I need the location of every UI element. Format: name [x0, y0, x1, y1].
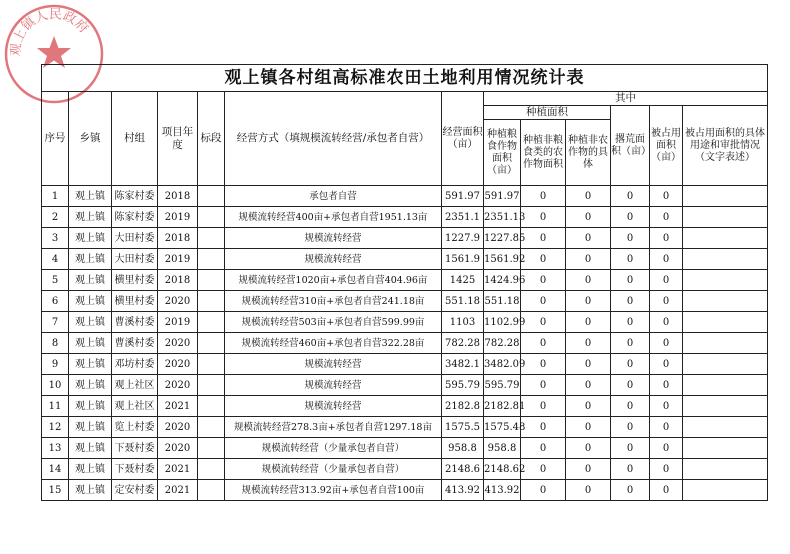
cell-area: 2148.6	[442, 459, 484, 480]
cell-nongrain-specific: 0	[566, 354, 611, 375]
statistics-sheet	[41, 64, 767, 496]
cell-occupied: 0	[650, 186, 683, 207]
cell-section	[198, 207, 225, 228]
cell-fallow: 0	[611, 438, 650, 459]
cell-village: 陈家村委	[112, 186, 158, 207]
table-row	[42, 186, 768, 207]
cell-nongrain-crop: 0	[521, 417, 566, 438]
cell-section	[198, 333, 225, 354]
cell-nongrain-specific: 0	[566, 186, 611, 207]
cell-nongrain-specific: 0	[566, 480, 611, 501]
table-row	[42, 354, 768, 375]
cell-section	[198, 396, 225, 417]
cell-year: 2020	[158, 438, 198, 459]
cell-grain: 3482.09	[484, 354, 521, 375]
cell-occupied-use	[683, 186, 768, 207]
cell-occupied: 0	[650, 459, 683, 480]
cell-seq: 2	[42, 207, 69, 228]
cell-area: 1103	[442, 312, 484, 333]
cell-town: 观上镇	[69, 417, 112, 438]
cell-section	[198, 459, 225, 480]
cell-section	[198, 480, 225, 501]
cell-seq: 8	[42, 333, 69, 354]
cell-year: 2021	[158, 396, 198, 417]
cell-village: 定安村委	[112, 480, 158, 501]
header-village: 村组	[112, 92, 158, 186]
cell-nongrain-crop: 0	[521, 354, 566, 375]
cell-occupied: 0	[650, 270, 683, 291]
cell-area: 1575.5	[442, 417, 484, 438]
cell-grain: 1227.85	[484, 228, 521, 249]
cell-town: 观上镇	[69, 270, 112, 291]
cell-fallow: 0	[611, 459, 650, 480]
cell-fallow: 0	[611, 480, 650, 501]
cell-section	[198, 312, 225, 333]
land-use-table	[41, 64, 768, 501]
cell-nongrain-specific: 0	[566, 459, 611, 480]
cell-mode: 规模流转经营	[225, 228, 442, 249]
header-grain: 种植粮食作物面积（亩）	[484, 120, 521, 186]
cell-occupied-use	[683, 375, 768, 396]
cell-village: 陈家村委	[112, 207, 158, 228]
table-row	[42, 459, 768, 480]
cell-grain: 551.18	[484, 291, 521, 312]
table-row	[42, 291, 768, 312]
cell-occupied: 0	[650, 333, 683, 354]
table-row	[42, 438, 768, 459]
cell-village: 大田村委	[112, 228, 158, 249]
cell-nongrain-specific: 0	[566, 312, 611, 333]
cell-nongrain-crop: 0	[521, 333, 566, 354]
cell-nongrain-crop: 0	[521, 438, 566, 459]
cell-grain: 782.28	[484, 333, 521, 354]
cell-year: 2019	[158, 312, 198, 333]
cell-area: 958.8	[442, 438, 484, 459]
cell-section	[198, 270, 225, 291]
cell-year: 2020	[158, 354, 198, 375]
cell-section	[198, 438, 225, 459]
cell-section	[198, 375, 225, 396]
cell-occupied-use	[683, 291, 768, 312]
cell-village: 横里村委	[112, 270, 158, 291]
cell-nongrain-crop: 0	[521, 375, 566, 396]
cell-mode: 规模流转经营（少量承包者自营）	[225, 459, 442, 480]
cell-fallow: 0	[611, 312, 650, 333]
cell-seq: 13	[42, 438, 69, 459]
cell-area: 2351.1	[442, 207, 484, 228]
cell-fallow: 0	[611, 417, 650, 438]
cell-grain: 1561.92	[484, 249, 521, 270]
cell-grain: 2148.62	[484, 459, 521, 480]
cell-mode: 规模流转经营460亩+承包者自营322.28亩	[225, 333, 442, 354]
cell-area: 551.18	[442, 291, 484, 312]
table-row	[42, 207, 768, 228]
cell-grain: 958.8	[484, 438, 521, 459]
cell-section	[198, 417, 225, 438]
cell-town: 观上镇	[69, 291, 112, 312]
cell-village: 大田村委	[112, 249, 158, 270]
cell-area: 2182.8	[442, 396, 484, 417]
cell-occupied: 0	[650, 417, 683, 438]
cell-occupied-use	[683, 480, 768, 501]
cell-area: 1425	[442, 270, 484, 291]
cell-nongrain-specific: 0	[566, 333, 611, 354]
cell-year: 2020	[158, 417, 198, 438]
cell-year: 2018	[158, 186, 198, 207]
cell-occupied: 0	[650, 249, 683, 270]
cell-grain: 2182.81	[484, 396, 521, 417]
cell-grain: 595.79	[484, 375, 521, 396]
cell-occupied: 0	[650, 312, 683, 333]
cell-occupied-use	[683, 417, 768, 438]
header-occupied-use: 被占用面积的具体用途和审批情况（文字表述）	[683, 106, 768, 186]
cell-section	[198, 186, 225, 207]
cell-grain: 1424.96	[484, 270, 521, 291]
cell-year: 2020	[158, 333, 198, 354]
cell-occupied-use	[683, 459, 768, 480]
cell-town: 观上镇	[69, 354, 112, 375]
cell-occupied-use	[683, 438, 768, 459]
cell-village: 下聂村委	[112, 438, 158, 459]
cell-occupied-use	[683, 354, 768, 375]
cell-village: 曹溪村委	[112, 333, 158, 354]
cell-fallow: 0	[611, 270, 650, 291]
cell-nongrain-crop: 0	[521, 291, 566, 312]
cell-year: 2019	[158, 249, 198, 270]
cell-fallow: 0	[611, 186, 650, 207]
seal-text: 观上镇人民政府	[8, 7, 92, 57]
table-row	[42, 480, 768, 501]
header-nongrain-crop: 种植非粮食类的农作物面积	[521, 120, 566, 186]
cell-mode: 规模流转经营313.92亩+承包者自营100亩	[225, 480, 442, 501]
header-of-which: 其中	[484, 92, 768, 106]
cell-nongrain-specific: 0	[566, 249, 611, 270]
header-year: 项目年度	[158, 92, 198, 186]
cell-mode: 规模流转经营1020亩+承包者自营404.96亩	[225, 270, 442, 291]
table-row	[42, 417, 768, 438]
cell-town: 观上镇	[69, 480, 112, 501]
cell-nongrain-crop: 0	[521, 459, 566, 480]
cell-nongrain-specific: 0	[566, 417, 611, 438]
cell-fallow: 0	[611, 291, 650, 312]
cell-year: 2021	[158, 459, 198, 480]
cell-occupied: 0	[650, 291, 683, 312]
cell-village: 下聂村委	[112, 459, 158, 480]
cell-nongrain-specific: 0	[566, 396, 611, 417]
table-row	[42, 396, 768, 417]
cell-year: 2020	[158, 291, 198, 312]
table-row	[42, 228, 768, 249]
cell-area: 595.79	[442, 375, 484, 396]
cell-seq: 14	[42, 459, 69, 480]
cell-occupied: 0	[650, 480, 683, 501]
cell-seq: 9	[42, 354, 69, 375]
cell-seq: 6	[42, 291, 69, 312]
cell-village: 邓坊村委	[112, 354, 158, 375]
cell-occupied: 0	[650, 354, 683, 375]
cell-occupied-use	[683, 207, 768, 228]
cell-mode: 规模流转经营278.3亩+承包者自营1297.18亩	[225, 417, 442, 438]
cell-fallow: 0	[611, 207, 650, 228]
cell-seq: 12	[42, 417, 69, 438]
cell-village: 曹溪村委	[112, 312, 158, 333]
cell-year: 2019	[158, 207, 198, 228]
cell-mode: 规模流转经营	[225, 375, 442, 396]
cell-occupied-use	[683, 249, 768, 270]
cell-nongrain-crop: 0	[521, 249, 566, 270]
cell-seq: 5	[42, 270, 69, 291]
header-town: 乡镇	[69, 92, 112, 186]
cell-fallow: 0	[611, 333, 650, 354]
cell-fallow: 0	[611, 228, 650, 249]
cell-seq: 4	[42, 249, 69, 270]
cell-mode: 规模流转经营（少量承包者自营）	[225, 438, 442, 459]
cell-mode: 规模流转经营	[225, 354, 442, 375]
cell-seq: 10	[42, 375, 69, 396]
cell-year: 2018	[158, 228, 198, 249]
cell-seq: 11	[42, 396, 69, 417]
table-title: 观上镇各村组高标准农田土地利用情况统计表	[42, 65, 768, 92]
cell-occupied-use	[683, 228, 768, 249]
cell-year: 2018	[158, 270, 198, 291]
header-fallow: 撂荒面积（亩）	[611, 106, 650, 186]
cell-town: 观上镇	[69, 375, 112, 396]
cell-mode: 规模流转经营503亩+承包者自营599.99亩	[225, 312, 442, 333]
cell-seq: 1	[42, 186, 69, 207]
cell-nongrain-crop: 0	[521, 396, 566, 417]
cell-area: 782.28	[442, 333, 484, 354]
cell-occupied-use	[683, 396, 768, 417]
cell-nongrain-specific: 0	[566, 291, 611, 312]
cell-year: 2021	[158, 480, 198, 501]
cell-fallow: 0	[611, 396, 650, 417]
cell-area: 1561.9	[442, 249, 484, 270]
table-row	[42, 375, 768, 396]
cell-town: 观上镇	[69, 312, 112, 333]
cell-town: 观上镇	[69, 249, 112, 270]
cell-nongrain-specific: 0	[566, 207, 611, 228]
cell-nongrain-specific: 0	[566, 228, 611, 249]
cell-grain: 1575.48	[484, 417, 521, 438]
cell-seq: 3	[42, 228, 69, 249]
cell-town: 观上镇	[69, 396, 112, 417]
table-row	[42, 249, 768, 270]
cell-occupied: 0	[650, 375, 683, 396]
cell-mode: 规模流转经营310亩+承包者自营241.18亩	[225, 291, 442, 312]
cell-mode: 规模流转经营400亩+承包者自营1951.13亩	[225, 207, 442, 228]
cell-occupied: 0	[650, 438, 683, 459]
cell-nongrain-crop: 0	[521, 228, 566, 249]
cell-mode: 规模流转经营	[225, 249, 442, 270]
cell-area: 413.92	[442, 480, 484, 501]
cell-town: 观上镇	[69, 333, 112, 354]
cell-nongrain-crop: 0	[521, 312, 566, 333]
cell-nongrain-crop: 0	[521, 186, 566, 207]
cell-grain: 1102.99	[484, 312, 521, 333]
cell-section	[198, 291, 225, 312]
header-seq: 序号	[42, 92, 69, 186]
cell-section	[198, 249, 225, 270]
cell-mode: 承包者自营	[225, 186, 442, 207]
cell-nongrain-crop: 0	[521, 480, 566, 501]
cell-year: 2020	[158, 375, 198, 396]
header-area: 经营面积（亩）	[442, 92, 484, 186]
table-body	[42, 186, 768, 501]
header-nongrain-specific: 种植非农作物的具体	[566, 120, 611, 186]
cell-nongrain-specific: 0	[566, 270, 611, 291]
cell-occupied: 0	[650, 207, 683, 228]
cell-area: 3482.1	[442, 354, 484, 375]
cell-occupied-use	[683, 270, 768, 291]
cell-occupied-use	[683, 312, 768, 333]
cell-village: 览上村委	[112, 417, 158, 438]
cell-occupied: 0	[650, 228, 683, 249]
table-row	[42, 312, 768, 333]
cell-fallow: 0	[611, 354, 650, 375]
cell-town: 观上镇	[69, 186, 112, 207]
cell-area: 1227.9	[442, 228, 484, 249]
cell-town: 观上镇	[69, 459, 112, 480]
cell-seq: 7	[42, 312, 69, 333]
cell-village: 观上社区	[112, 375, 158, 396]
cell-nongrain-crop: 0	[521, 270, 566, 291]
header-planting: 种植面积	[484, 106, 611, 120]
cell-fallow: 0	[611, 249, 650, 270]
cell-town: 观上镇	[69, 207, 112, 228]
cell-nongrain-specific: 0	[566, 375, 611, 396]
cell-nongrain-specific: 0	[566, 438, 611, 459]
cell-seq: 15	[42, 480, 69, 501]
cell-fallow: 0	[611, 375, 650, 396]
table-row	[42, 270, 768, 291]
cell-occupied-use	[683, 333, 768, 354]
header-occupied: 被占用面积（亩）	[650, 106, 683, 186]
cell-village: 横里村委	[112, 291, 158, 312]
cell-grain: 2351.13	[484, 207, 521, 228]
cell-mode: 规模流转经营	[225, 396, 442, 417]
cell-town: 观上镇	[69, 438, 112, 459]
cell-grain: 591.97	[484, 186, 521, 207]
cell-grain: 413.92	[484, 480, 521, 501]
cell-nongrain-crop: 0	[521, 207, 566, 228]
cell-occupied: 0	[650, 396, 683, 417]
cell-village: 观上社区	[112, 396, 158, 417]
cell-section	[198, 354, 225, 375]
cell-area: 591.97	[442, 186, 484, 207]
header-section: 标段	[198, 92, 225, 186]
cell-section	[198, 228, 225, 249]
cell-town: 观上镇	[69, 228, 112, 249]
header-mode: 经营方式（填规模流转经营/承包者自营）	[225, 92, 442, 186]
table-row	[42, 333, 768, 354]
